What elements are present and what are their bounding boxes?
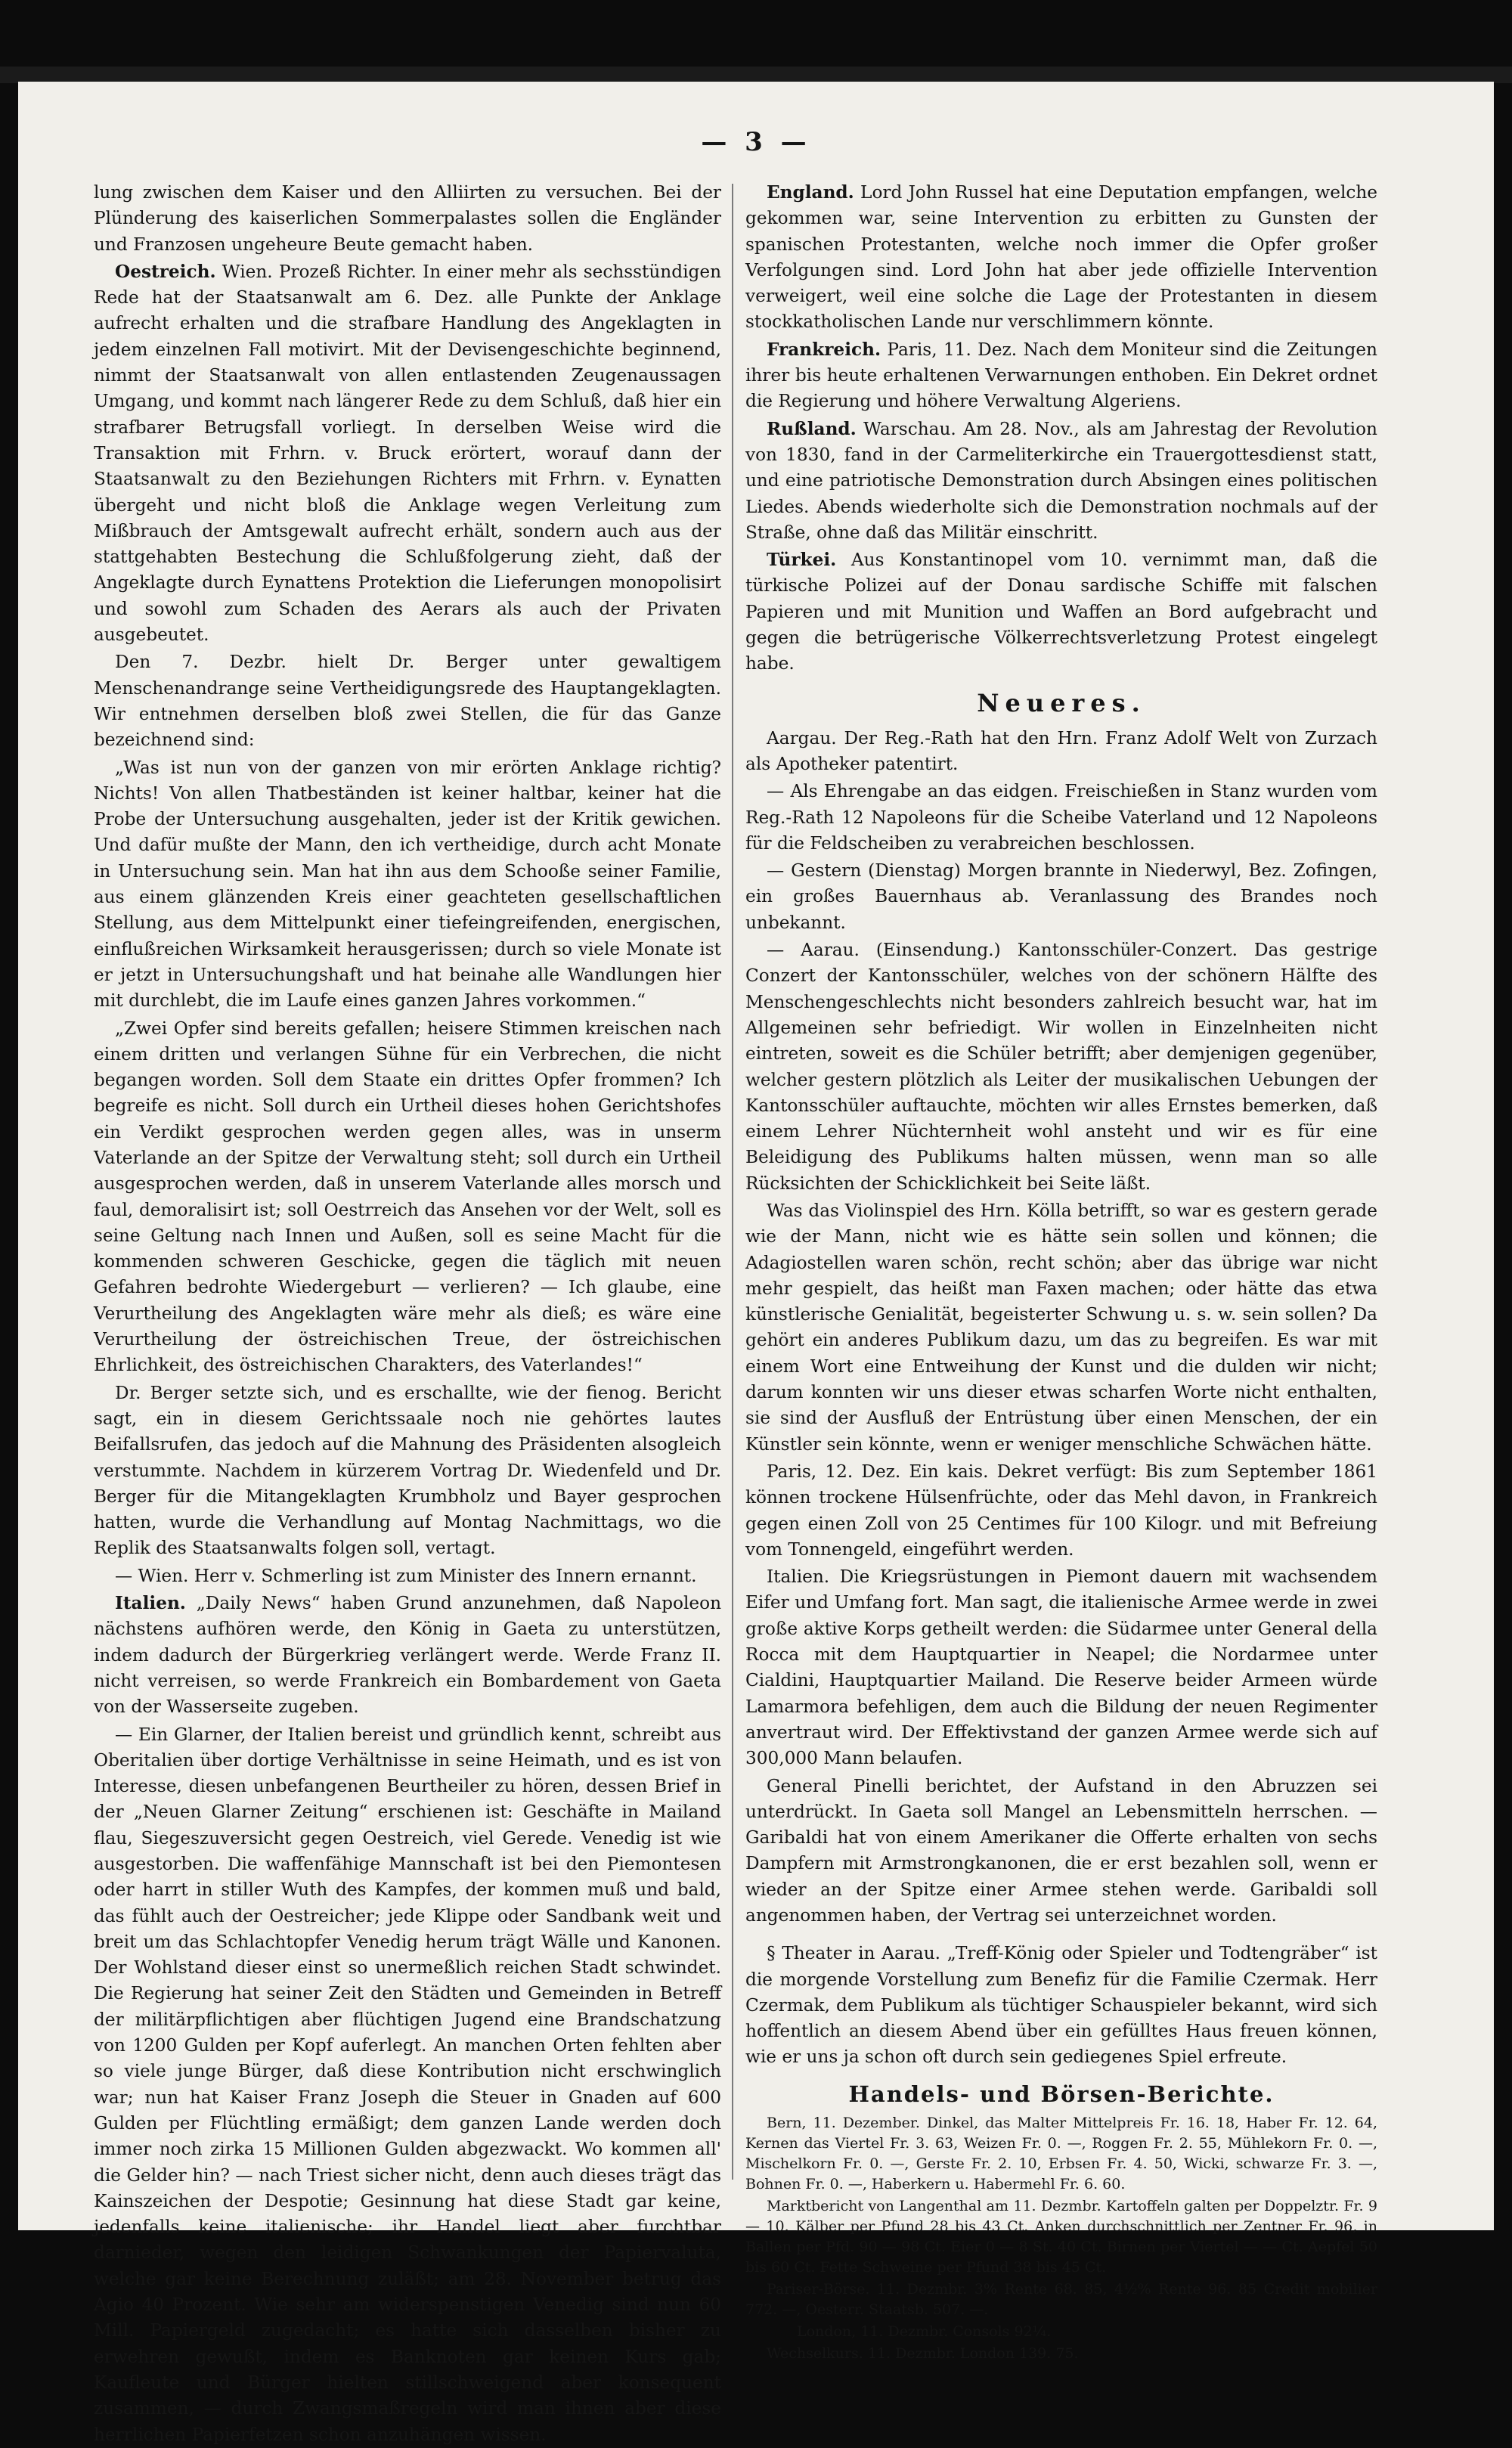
article-paragraph: — Ein Glarner, der Italien bereist und gründlich kennt, schreibt aus Oberitalien über dortige Verhältnisse in seine Heimath, und es ist von Interesse, diesen unbefangenen Beurtheiler zu hören, dessen Brief in der „Neuen Glarner Zeitung“ erschienen ist: Geschäfte in Mailand flau, Siegeszuversicht gegen Oestreich, viel Gerede. Venedig ist wie ausgestorben. Die waffenfähige Mannschaft ist bei den Piemontesen oder harrt in stiller Wuth des Kampfes, der kommen muß und bald, das fühlt auch der Oestreicher; jede Klippe oder Sandbank weit und breit um das Schlachtopfer Venedig herum trägt Wälle und Kanonen. Der Wohlstand dieser einst so unermeßlich reichen Stadt schwindet. Die Regierung hat seiner Zeit den Städten und Gemeinden in Betreff der militärpflichtigen aber flüchtigen Jugend eine Brandschatzung von 1200 Gulden per Kopf auferlegt. An manchen Orten fehlten aber so viele junge Bürger, daß diese Kontribution nicht erschwinglich war; nun hat Kaiser Franz Joseph die Steuer in Gnaden auf 600 Gulden per Flüchtling ermäßigt; dem ganzen Lande werden doch immer noch zirka 15 Millionen Gulden abgezwackt. Wo kommen all' die Gelder hin? — nach Triest sicher nicht, denn auch dieses trägt das Kainszeichen der Despotie; Gesinnung hat diese Stadt gar keine, jedenfalls keine italienische; ihr Handel liegt aber furchtbar darnieder, wegen den leidigen Schwankungen der Papiervaluta, welche gar keine Berechnung zuläßt; am 28. November betrug das Agio 40 Prozent. Wie sehr am widerspenstigen Venedig sind nun 60 Mill. Papiergeld zugedacht; es hatte sich dasselben bisher zu erwehren gewußt, indem es Banknoten gar keinen Kurs gab; Kaufleute und Bürger hielten stillschweigend aber konsequent zusammen, — durch Zwangsmaßregeln wird man ihnen aber diese herrlichen Papierfetzen schon anzuhängen wissen.	[94, 1724, 721, 2445]
market-report: Marktbericht von Langenthal am 11. Dezmbr. Kartoffeln galten per Doppelztr. Fr. 9 — 10. Kälber per Pfund 28 bis 43 Ct. Anken durchschnittlich per Zentner Fr. 96, in Ballen per Pfd. 90 — 98 Ct. Eier 0 — 8 St. 40 Ct. Birnen per Viertel — — Ct. Aepfel 50 bis 60 Ct. Fette Schweine per Pfund 38 bis 45 Ct.	[745, 2197, 1377, 2276]
section-heading: England.	[767, 182, 854, 203]
article-text: Aus Konstantinopel vom 10. vernimmt man, daß die türkische Polizei auf der Donau sardische Schiffe mit falschen Papieren und mit Munition und Waffen an Bord aufgebracht und gegen die betrügerische Völkerrechtsverletzung Protest eingelegt habe.	[745, 550, 1378, 674]
section-heading: Oestreich.	[115, 261, 216, 282]
article-quote: „Was ist nun von der ganzen von mir erörten Anklage richtig? Nichts! Von allen Thatbeständen ist keiner haltbar, keiner hat die Probe der Untersuchung ausgehalten, jeder ist der Kritik gewichen. Und dafür mußte der Mann, den ich vertheidige, durch acht Monate in Untersuchung sein. Man hat ihn aus dem Schooße seiner Familie, aus einem glänzenden Kreis einer geachteten gesellschaftlichen Stellung, aus dem Mittelpunkt einer tiefeingreifenden, energischen, einflußreichen Wirksamkeit herausgerissen; durch so viele Monate ist er jetzt in Untersuchungshaft und hat beinahe alle Wandlungen hier mit durchlebt, die im Laufe eines ganzen Jahres vorkommen.“	[94, 757, 721, 1012]
article-paragraph: Paris, 12. Dez. Ein kais. Dekret verfügt: Bis zum September 1861 können trockene Hülsenfrüchte, oder das Mehl davon, in Frankreich gegen einen Zoll von 25 Centimes für 100 Kilogr. und mit Befreiung vom Tonnengeld, eingeführt werden.	[745, 1461, 1377, 1560]
section-heading: Frankreich.	[767, 339, 881, 360]
article-england	[745, 180, 1377, 336]
article-paragraph: Was das Violinspiel des Hrn. Kölla betrifft, so war es gestern gerade wie der Mann, nicht wie es hätte sein sollen und können; die Adagiostellen waren schön, recht schön; aber das übrige war nicht mehr gespielt, das heißt man Faxen machen; oder hätte das etwa künstlerische Genialität, begeisterter Schwung u. s. w. sein sollen? Da gehört ein anderes Publikum dazu, um das zu begreifen. Es war mit einem Wort eine Entweihung der Kunst und die dulden wir nicht; darum konnten wir uns dieser etwas scharfen Worte nicht enthalten, sie sind der Ausfluß der Entrüstung über einen Menschen, der ein Künstler sein könnte, wenn er weniger menschliche Schwächen hätte.	[745, 1200, 1377, 1455]
article-frankreich	[745, 337, 1377, 415]
article-paragraph: General Pinelli berichtet, der Aufstand in den Abruzzen sei unterdrückt. In Gaeta soll Mangel an Lebensmitteln herrschen. — Garibaldi hat von einem Amerikaner die Offerte erhalten von sechs Dampfern mit Armstrongkanonen, die er erst bezahlen soll, wenn er wieder an der Spitze einer Armee stehen werde. Garibaldi soll angenommen haben, der Vertrag sei unterzeichnet worden.	[745, 1775, 1377, 1926]
article-paragraph: — Wien. Herr v. Schmerling ist zum Minister des Innern ernannt.	[115, 1565, 697, 1586]
article-paragraph: — Gestern (Dienstag) Morgen brannte in Niederwyl, Bez. Zofingen, ein großes Bauernhaus ab. Veranlassung des Brandes noch unbekannt.	[745, 860, 1377, 933]
page-number: — 3 —	[701, 127, 811, 157]
section-title-neueres: Neueres.	[977, 688, 1146, 717]
newspaper-page	[18, 82, 1494, 2445]
right-column	[745, 180, 1378, 2362]
column-divider	[732, 184, 733, 2180]
article-italien	[94, 1591, 721, 1720]
article-text: Wien. Prozeß Richter. In einer mehr als sechsstündigen Rede hat der Staatsanwalt am 6. Dez. alle Punkte der Anklage aufrecht erhalten und die strafbare Handlung des Angeklagten in jedem einzelnen Fall motivirt. Mit der Devisengeschichte beginnend, nimmt der Staatsanwalt von allen entlastenden Zeugenaussagen Umgang, und kommt nach längerer Rede zu dem Schluß, daß hier ein strafbarer Betrugsfall vorliegt. In derselben Weise wird die Transaktion mit Frhrn. v. Bruck erörtert, worauf dann der Staatsanwalt zu den Beziehungen Richters mit Frhrn. v. Eynatten übergeht und nicht bloß die Anklage wegen Verleitung zum Mißbrauch der Amtsgewalt aufrecht erhält, sondern auch aus der stattgehabten Bestechung die Schlußfolgerung zieht, daß der Angeklagte durch Eynattens Protektion die Lieferungen monopolisirt und sowohl zum Schaden des Aerars als auch der Privaten ausgebeutet.	[94, 261, 722, 646]
section-heading: Türkei.	[767, 550, 837, 571]
market-report: Wechselkurs. 11. Dezmbr. London 139. 75.	[767, 2344, 1079, 2362]
article-tuerkei	[745, 547, 1377, 677]
section-heading: Rußland.	[767, 418, 857, 439]
market-report: Bern, 11. Dezember. Dinkel, das Malter Mittelpreis Fr. 16. 18, Haber Fr. 12. 64, Kernen das Viertel Fr. 3. 63, Weizen Fr. 0. —, Roggen Fr. 2. 55, Mühlekorn Fr. 0. —, Mischelkorn Fr. 0. —, Gerste Fr. 2. 10, Erbsen Fr. 4. 50, Wicki, schwarze Fr. 3. —, Bohnen Fr. 0. —, Haberkern u. Habermehl Fr. 6. 60.	[745, 2114, 1377, 2192]
article-paragraph: — Aarau. (Einsendung.) Kantonsschüler-Conzert. Das gestrige Conzert der Kantonsschüler, welches von der schönern Hälfte des Menschengeschlechts nicht besonders zahlreich besucht war, hat im Allgemeinen sehr befriedigt. Wir wollen in Einzelnheiten nicht eintreten, soweit es die Schüler betrifft; aber demjenigen gegenüber, welcher gestern plötzlich als Leiter der musikalischen Uebungen der Kantonsschüler auftauchte, möchten wir alles Ernstes bemerken, daß einem Lehrer Nüchternheit wohl ansteht und wir es für eine Beleidigung des Publikums halten müssen, wenn man so alle Rücksichten der Schicklichkeit bei Seite läßt.	[745, 940, 1377, 1194]
article-text: „Daily News“ haben Grund anzunehmen, daß Napoleon nächstens aufhören werde, den König in Gaeta zu unterstützen, indem dadurch der Bürgerkrieg verlängert werde. Werde Franz II. nicht verreisen, so werde Frankreich ein Bombardement von Gaeta von der Wasserseite zugeben.	[94, 1593, 722, 1718]
market-report: London, 11. Dezmbr. Consols 92¼.	[797, 2323, 1052, 2340]
article-paragraph: Dr. Berger setzte sich, und es erschallte, wie der fienog. Bericht sagt, ein in diesem Gerichtssaale noch nie gehörtes lautes Beifallsrufen, das jedoch auf die Mahnung des Präsidenten alsogleich verstummte. Nachdem in kürzerem Vortrag Dr. Wiedenfeld und Dr. Berger für die Mitangeklagten Krumbholz und Bayer gesprochen hatten, wurde die Verhandlung auf Montag Nachmittags, wo die Replik des Staatsanwalts folgen soll, vertagt.	[94, 1382, 721, 1559]
top-border	[0, 67, 1512, 83]
market-report: Pariser-Börse. 11. Dezmbr. 3% Rente 68. 85, 4½% Rente 96. 85 Credit mobilier 772. —, Oesterr. Staatsb. 507. —.	[745, 2280, 1377, 2318]
theater-notice: § Theater in Aarau. „Treff-König oder Spieler und Todtengräber“ ist die morgende Vorstellung zum Benefiz für die Familie Czermak. Herr Czermak, dem Publikum als tüchtiger Schauspieler bekannt, wird sich hoffentlich an diesem Abend über ein gefülltes Haus freuen können, wie er uns ja schon oft durch sein gediegenes Spiel erfreute.	[745, 1943, 1377, 2068]
article-quote: „Zwei Opfer sind bereits gefallen; heisere Stimmen kreischen nach einem dritten und verlangen Sühne für ein Verbrechen, die nicht begangen worden. Soll dem Staate ein drittes Opfer frommen? Ich begreife es nicht. Soll durch ein Urtheil dieses hohen Gerichtshofes ein Verdikt gesprochen werden gegen alles, was in unserm Vaterlande an der Spitze der Verwaltung steht; soll durch ein Urtheil ausgesprochen werden, daß in unserem Vaterlande alles morsch und faul, demoralisirt ist; soll Oestrreich das Ansehen vor der Welt, soll es seine Geltung nach Innen und Außen, soll es seine Macht für die kommenden schweren Geschicke, gegen die täglich mit neuen Gefahren bedrohte Wiedergeburt — verlieren? — Ich glaube, eine Verurtheilung des Angeklagten wäre mehr als dieß; es wäre eine Verurtheilung der östreichischen Treue, der östreichischen Ehrlichkeit, des östreichischen Charakters, des Vaterlandes!“	[94, 1018, 721, 1376]
spacer	[745, 1930, 1377, 1941]
section-title-handel: Handels- und Börsen-Berichte.	[848, 2081, 1275, 2107]
section-heading: Italien.	[115, 1593, 186, 1614]
article-paragraph: Aargau. Der Reg.-Rath hat den Hrn. Franz Adolf Welt von Zurzach als Apotheker patentirt.	[745, 727, 1377, 774]
article-paragraph: — Als Ehrengabe an das eidgen. Freischießen in Stanz wurden vom Reg.-Rath 12 Napoleons für die Scheibe Vaterland und 12 Napoleons für die Feldscheiben zu verabreichen beschlossen.	[745, 781, 1377, 854]
article-paragraph: Den 7. Dezbr. hielt Dr. Berger unter gewaltigem Menschenandrange seine Vertheidigungsrede des Hauptangeklagten. Wir entnehmen derselben bloß zwei Stellen, die für das Ganze bezeichnend sind:	[94, 652, 721, 751]
article-text: Paris, 11. Dez. Nach dem Moniteur sind die Zeitungen ihrer bis heute erhaltenen Verwarnungen enthoben. Ein Dekret ordnet die Regierung und höhere Verwaltung Algeriens.	[745, 339, 1377, 412]
article-text: Lord John Russel hat eine Deputation empfangen, welche gekommen war, seine Intervention zu erbitten zu Gunsten der spanischen Protestanten, welche noch immer die Opfer großer Verfolgungen sind. Lord John hat aber jede offizielle Intervention verweigert, weil eine solche die Lage der Protestanten in diesem stockkatholischen Lande nur verschlimmern könnte.	[745, 182, 1378, 333]
article-oestreich	[94, 259, 721, 648]
left-column	[94, 180, 722, 2445]
article-text: Warschau. Am 28. Nov., als am Jahrestag der Revolution von 1830, fand in der Carmeliterkirche ein Trauergottesdienst statt, und eine patriotische Demonstration durch Absingen eines politischen Liedes. Abends wiederholte sich die Demonstration nochmals auf der Straße, ohne daß das Militär einschritt.	[745, 418, 1377, 543]
article-paragraph: Italien. Die Kriegsrüstungen in Piemont dauern mit wachsendem Eifer und Umfang fort. Man sagt, die italienische Armee werde in zwei große aktive Korps getheilt werden: die Südarmee unter General della Rocca mit dem Hauptquartier in Neapel; die Nordarmee unter Cialdini, Hauptquartier Mailand. Die Reserve beider Armeen würde Lamarmora befehligen, dem auch die Bildung der neuen Regimenter anvertraut wird. Der Effektivstand der ganzen Armee werde sich auf 300,000 Mann belaufen.	[745, 1566, 1377, 1769]
article-russland	[745, 417, 1377, 546]
article-paragraph: lung zwischen dem Kaiser und den Alliirten zu versuchen. Bei der Plünderung des kaiserlichen Sommerpalastes sollen die Engländer und Franzosen ungeheure Beute gemacht haben.	[94, 182, 721, 255]
